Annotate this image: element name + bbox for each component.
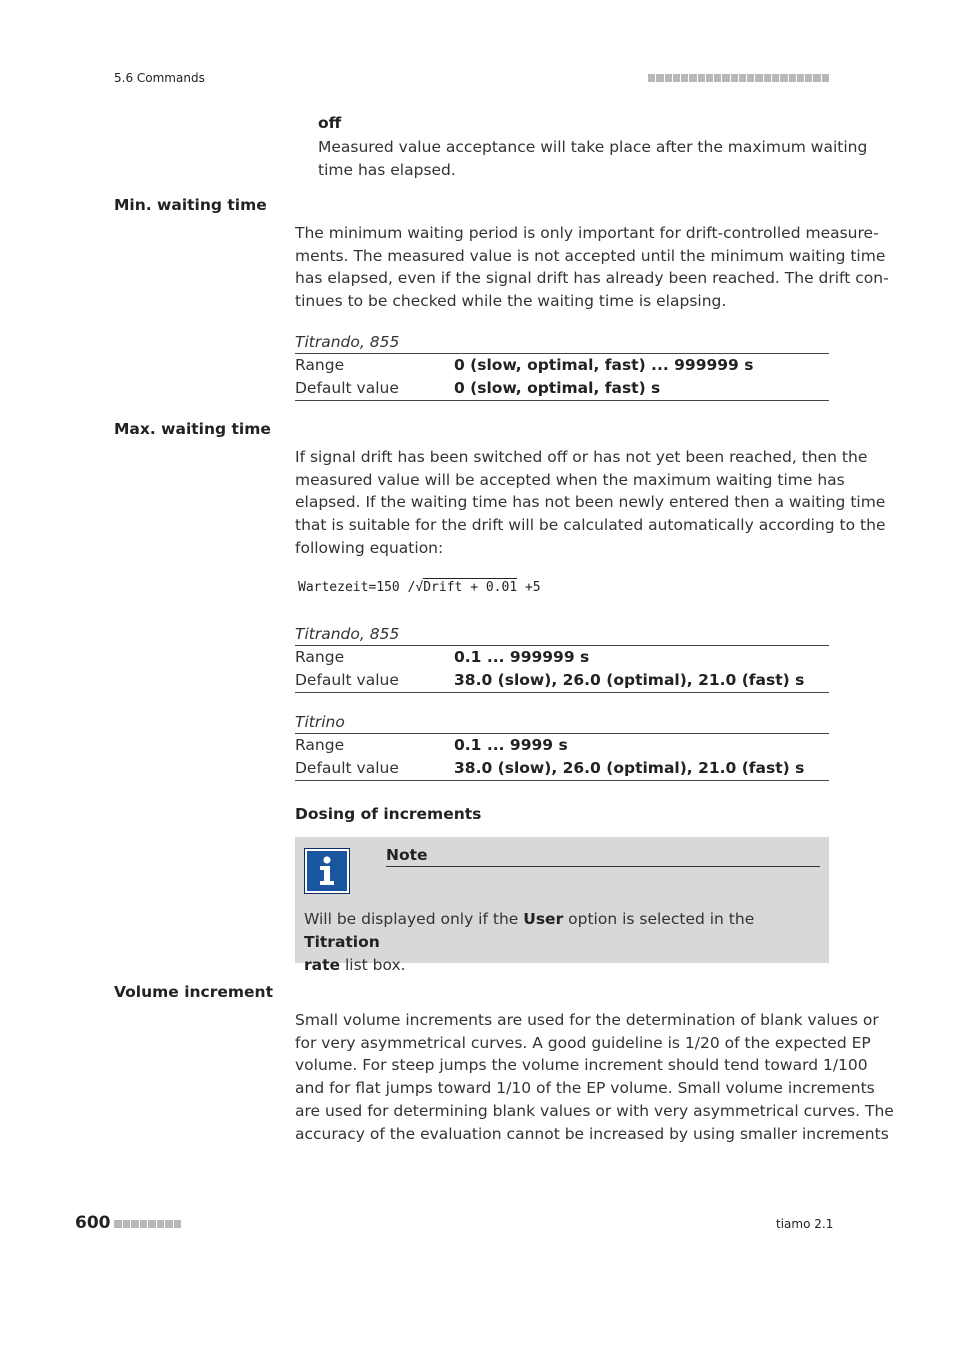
equation-radicand: Drift + 0.01 (423, 580, 518, 595)
table-row (295, 669, 829, 692)
table-value: 0 (slow, optimal, fast) ... 999999 s (454, 356, 754, 374)
table-row (295, 354, 829, 377)
table-value: 38.0 (slow), 26.0 (optimal), 21.0 (fast) s (454, 670, 805, 689)
min-waiting-time-heading: Min. waiting time (114, 196, 267, 214)
text-line: and for flat jumps toward 1/10 of the EP volume. Small volume increments (295, 1079, 875, 1098)
off-option-description (318, 136, 868, 181)
table-caption: Titrando, 855 (295, 333, 400, 351)
note-box (295, 837, 829, 974)
table-value: 0.1 ... 9999 s (454, 736, 568, 754)
footer-product: tiamo 2.1 (776, 1217, 834, 1231)
note-bold-titration: Titration (304, 933, 380, 951)
table-label: Default value (295, 670, 399, 689)
sqrt-sign: √ (415, 580, 424, 595)
text-line: following equation: (295, 538, 444, 557)
text-line: has elapsed, even if the signal drift has already been reached. The drift con- (295, 269, 889, 288)
text-line: are used for determining blank values or with very asymmetrical curves. The (295, 1101, 894, 1120)
table-value: 0 (slow, optimal, fast) s (454, 378, 661, 397)
equation-lhs: Wartezeit=150 / (298, 580, 416, 595)
min-waiting-time-table (295, 331, 829, 401)
table-value: 38.0 (slow), 26.0 (optimal), 21.0 (fast) s (454, 758, 805, 777)
text-line: The minimum waiting period is only important for drift-controlled measure- (295, 224, 879, 242)
text-line: Measured value acceptance will take place after the maximum waiting (318, 138, 868, 156)
table-value: 0.1 ... 999999 s (454, 648, 590, 666)
table-label: Range (295, 356, 345, 374)
text-line: volume. For steep jumps the volume increment should tend toward 1/100 (295, 1056, 868, 1075)
table-caption: Titrando, 855 (295, 625, 400, 643)
dosing-of-increments-heading: Dosing of increments (295, 805, 482, 823)
text-line: tinues to be checked while the waiting time is elapsing. (295, 292, 727, 311)
text-line: Small volume increments are used for the determination of blank values or (295, 1011, 879, 1029)
table-label: Range (295, 736, 345, 754)
note-text-part: Will be displayed only if the (304, 910, 524, 928)
note-text-part: list box. (340, 956, 406, 974)
off-option-title: off (318, 114, 342, 132)
text-line: accuracy of the evaluation cannot be increased by using smaller increments (295, 1124, 889, 1143)
table-label: Default value (295, 378, 399, 397)
note-bold-user: User (523, 910, 564, 928)
table-label: Range (295, 648, 345, 666)
info-icon (304, 848, 350, 894)
max-waiting-time-table-titrando (295, 623, 829, 693)
volume-increment-description (295, 1009, 894, 1145)
waiting-time-equation (298, 580, 541, 595)
table-row (295, 646, 829, 669)
text-line: time has elapsed. (318, 160, 456, 179)
max-waiting-time-heading: Max. waiting time (114, 420, 271, 438)
table-caption: Titrino (295, 713, 345, 731)
max-waiting-time-description (295, 446, 886, 560)
table-label: Default value (295, 758, 399, 777)
min-waiting-time-description (295, 222, 889, 313)
footer-dot-bar (114, 1220, 181, 1228)
note-text (304, 908, 804, 977)
text-line: measured value will be accepted when the maximum waiting time has (295, 470, 845, 489)
text-line: elapsed. If the waiting time has not been newly entered then a waiting time (295, 493, 886, 512)
max-waiting-time-table-titrino (295, 711, 829, 781)
table-row (295, 757, 829, 780)
table-row (295, 377, 829, 400)
note-title: Note (386, 846, 820, 867)
text-line: ments. The measured value is not accepted until the minimum waiting time (295, 246, 886, 265)
equation-rhs: +5 (517, 580, 541, 595)
note-bold-rate: rate (304, 956, 341, 974)
text-line: If signal drift has been switched off or has not yet been reached, then the (295, 448, 868, 466)
header-dot-bar (648, 74, 829, 82)
volume-increment-heading: Volume increment (114, 983, 274, 1001)
note-text-part: option is selected in the (563, 910, 755, 928)
text-line: that is suitable for the drift will be calculated automatically according to the (295, 516, 886, 535)
text-line: for very asymmetrical curves. A good guideline is 1/20 of the expected EP (295, 1033, 871, 1052)
page-number: 600 (75, 1213, 111, 1233)
running-header-section: 5.6 Commands (114, 71, 205, 85)
table-row (295, 734, 829, 757)
